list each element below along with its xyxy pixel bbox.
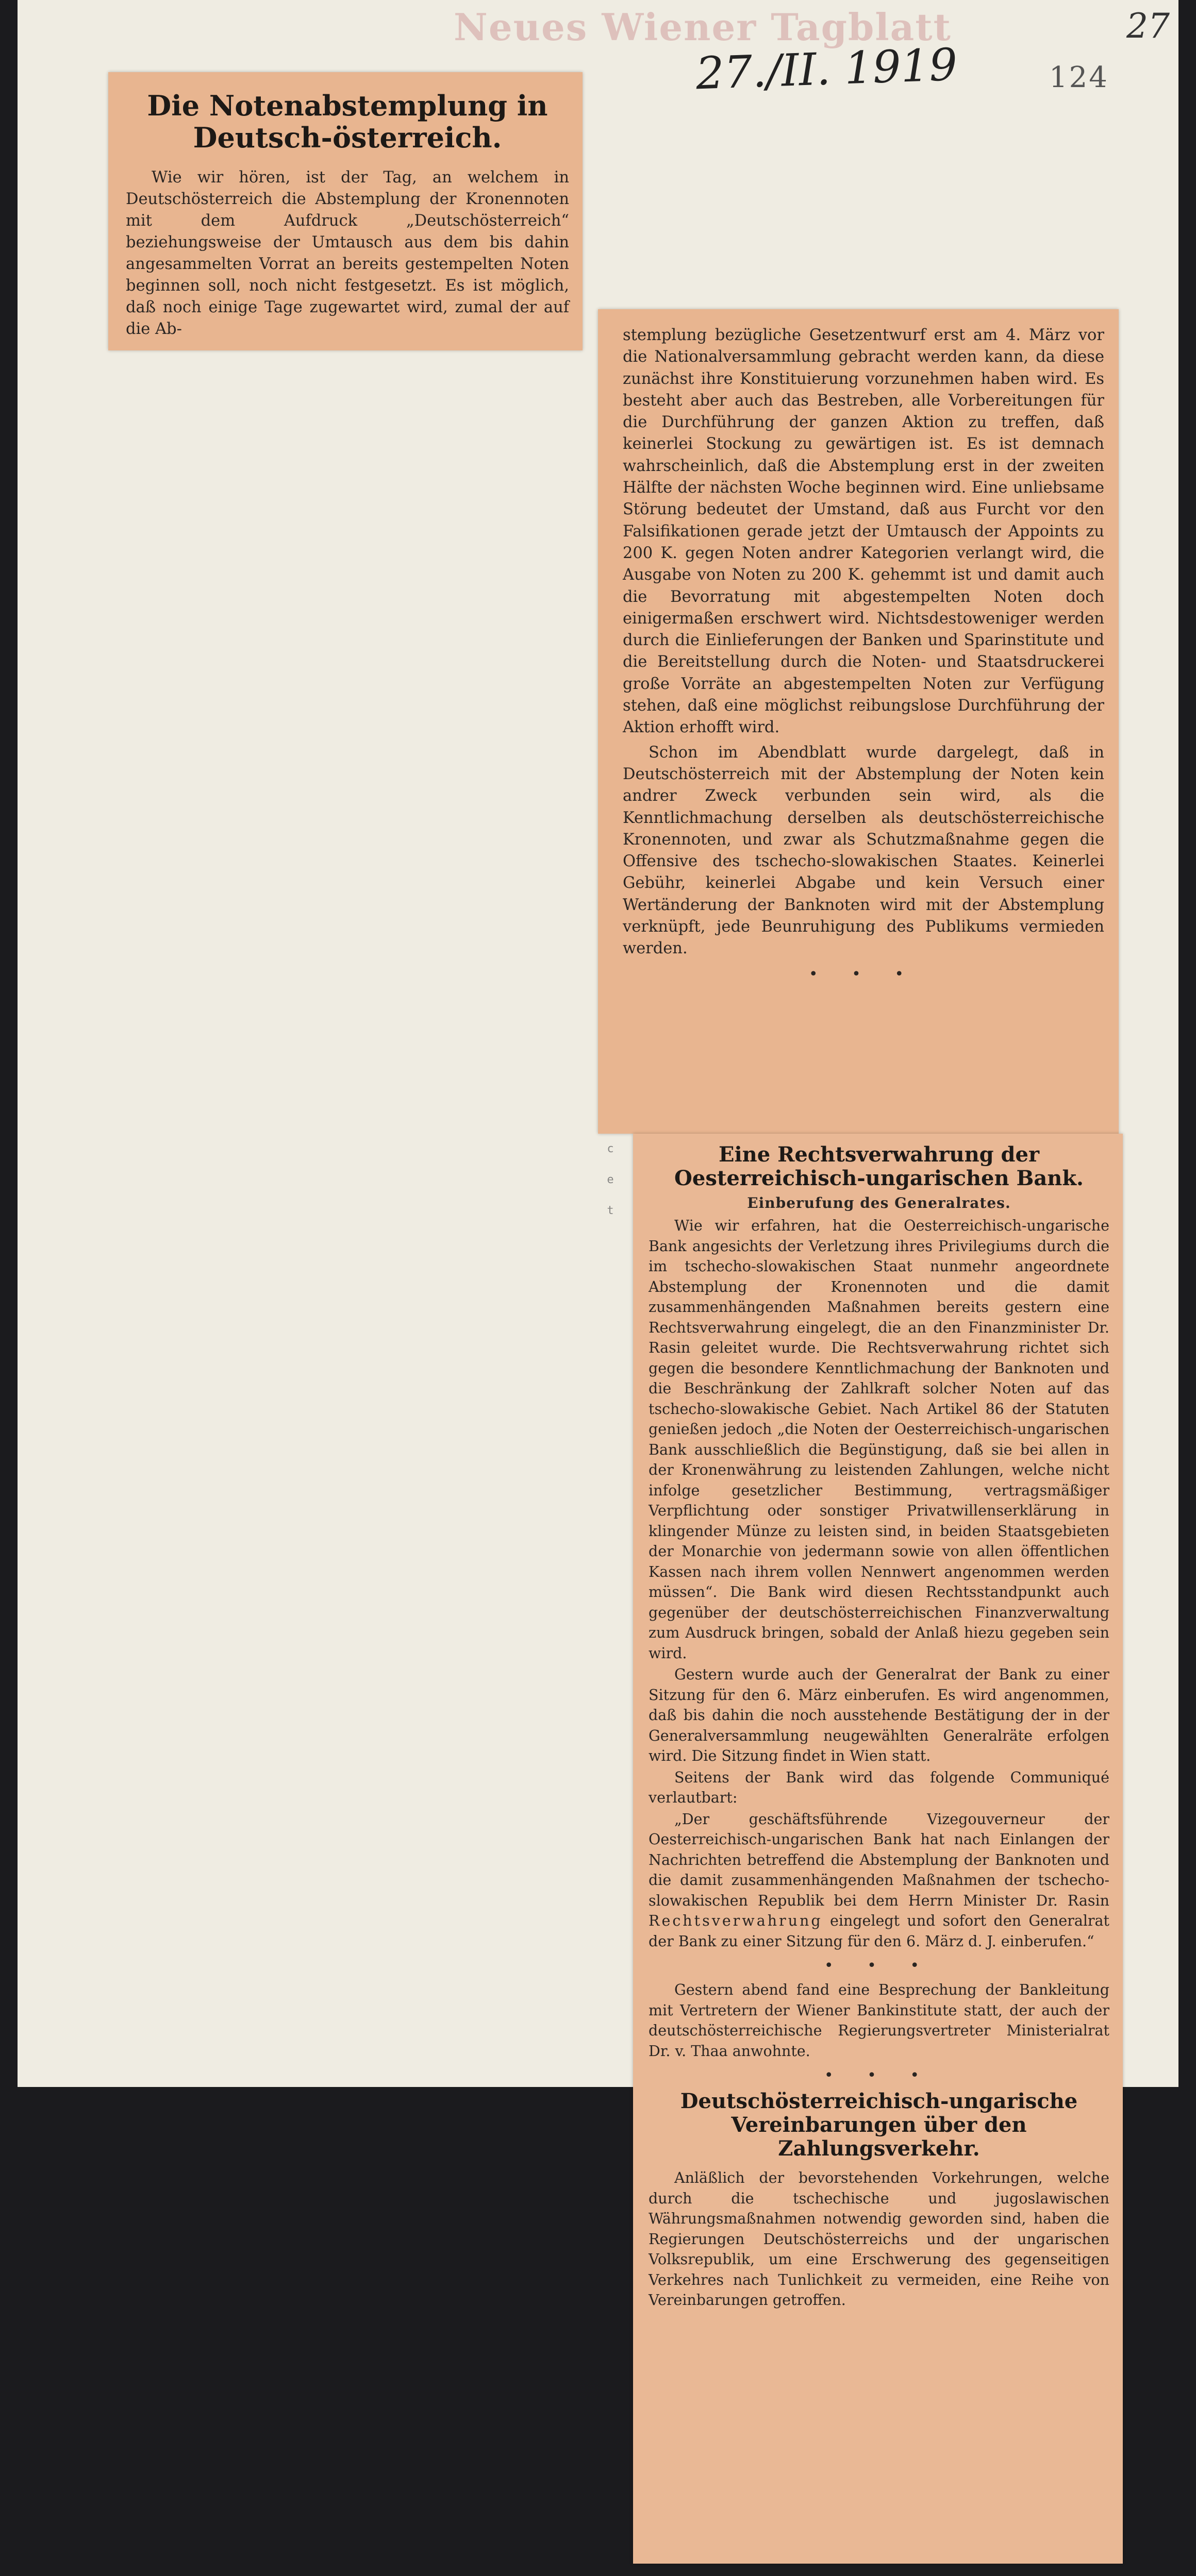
article-1-continued-para-1: stemplung bezügliche Gesetzentwurf erst am 4. März vor die Nationalversammlung gebracht werden kann, da diese zunächst ihre Konstituierung vorzunehmen haben wird. Es besteht aber auch das Bestreben, alle Vorbereitungen für die Durchführung der ganzen Aktion zu treffen, daß keinerlei Stockung zu gewärtigen ist. Es ist demnach wahrscheinlich, daß die Abstemplung erst in der zweiten Hälfte der nächsten Woche beginnen wird. Eine unliebsame Störung bedeutet der Umstand, daß aus Furcht vor den Falsifikationen gerade jetzt der Umtausch der Appoints zu 200 K. gegen Noten andrer Kategorien verlangt wird, die Ausgabe von Noten zu 200 K. gehemmt ist und damit auch die Bevorratung mit abgestempelten Noten doch einigermaßen erschwert wird. Nichtsdestoweniger werden durch die Einlieferungen der Banken und Sparinstitute und die Bereitstellung durch die Noten- und Staatsdruckerei große Vorräte an abgestempelten Noten zur Verfügung stehen, daß eine möglichst reibungslose Durchführung der Aktion erhofft wird.	[623, 326, 1104, 737]
quote-spaced-word: Rechtsverwahrung	[649, 1912, 823, 1929]
article-2-para-4: Gestern abend fand eine Besprechung der Bankleitung mit Vertretern der Wiener Bankinstitute statt, der auch der deutschösterreichische Regierungsvertreter Ministerialrat Dr. v. Thaa anwohnte.	[649, 1981, 1109, 2060]
article-3-body: Anläßlich der bevorstehenden Vorkehrungen, welche durch die tschechische und jugoslawischen Währungsmaßnahmen notwendig geworden sind, haben die Regierungen Deutschösterreichs und der ungarischen Volksrepublik, um eine Erschwerung des gegenseitigen Verkehres nach Tunlichkeit zu vermeiden, eine Reihe von Vereinbarungen getroffen.	[649, 2169, 1109, 2309]
article-1-headline: Die Notenabstemplung in Deutsch-österreich.	[147, 89, 548, 155]
handwritten-date: 27./II. 1919	[695, 39, 958, 100]
article-2-para-1: Wie wir erfahren, hat die Oesterreichisch-ungarische Bank angesichts der Verletzung ihres Privilegiums durch die im tschecho-slowakischen Staat nunmehr angeordnete Abstemplung der Kronennoten und die damit zusammenhängenden Maßnahmen bereits gestern eine Rechtsverwahrung eingelegt, die an den Finanzminister Dr. Rasin geleitet wurde. Die Rechtsverwahrung richtet sich gegen die besondere Kenntlichmachung der Banknoten und die Beschränkung der Zahlkraft solcher Noten auf das tschecho-slowakische Gebiet. Nach Artikel 86 der Statuten genießen jedoch „die Noten der Oesterreichisch-ungarischen Bank ausschließlich die Begünstigung, daß sie bei allen in der Kronenwährung zu leistenden Zahlungen, welche nicht infolge gesetzlicher Bestimmung, vertragsmäßiger Verpflichtung oder sonstiger Privatwillenserklärung in klingender Münze zu leisten sind, in beiden Staatsgebieten der Monarchie von jedermann sowie von allen öffentlichen Kassen nach ihrem vollen Nennwert angenommen werden müssen“. Die Bank wird diesen Rechtsstandpunkt auch gegenüber der deutschösterreichischen Finanzverwaltung zum Ausdruck bringen, sobald der Anlaß hiezu gegeben sein wird.	[649, 1217, 1109, 1662]
clipping-article-1	[108, 72, 583, 350]
section-separator-3: • • •	[824, 2066, 934, 2084]
quote-part-a: „Der geschäftsführende Vizegouverneur der Oesterreichisch-ungarischen Bank hat nach Einlangen der Nachrichten betreffend die Abstemplung der Banknoten und die damit zusammenhängenden Maßnahmen der tschecho-slowakischen Republik bei dem Herrn Minister Dr. Rasin	[649, 1810, 1109, 1909]
handwritten-folio-number: 27	[1126, 6, 1170, 46]
section-separator: • • •	[808, 965, 919, 983]
article-1-continued-para-2: Schon im Abendblatt wurde dargelegt, daß in Deutschösterreich mit der Abstemplung der Noten kein andrer Zweck verbunden sein wird, als die Kenntlichmachung derselben als deutschösterreichische Kronennoten, und zwar als Schutzmaßnahme gegen die Offensive des tschecho-slowakischen Staates. Keinerlei Gebühr, keinerlei Abgabe und kein Versuch einer Wertänderung der Banknoten wird mit der Abstemplung verknüpft, jede Beunruhigung des Publikums vermieden werden.	[623, 743, 1104, 958]
newspaper-name-stamp: Neues Wiener Tagblatt	[454, 5, 952, 49]
article-2-subheadline: Einberufung des Generalrates.	[747, 1194, 1011, 1211]
article-2-quote	[649, 1809, 1109, 1952]
article-3-headline: Deutschösterreichisch-ungarische Vereinbarungen über den Zahlungsverkehr.	[680, 2089, 1078, 2161]
pencil-page-number: 124	[1049, 61, 1109, 94]
clipping-article-1-continued	[598, 309, 1119, 1134]
quote-part-b: eingelegt und sofort den Generalrat der Bank zu einer Sitzung für den 6. März d. J. einberufen.“	[649, 1912, 1109, 1950]
section-separator-2: • • •	[824, 1957, 934, 1975]
article-2-headline: Eine Rechtsverwahrung der Oesterreichisch-ungarischen Bank.	[674, 1142, 1084, 1190]
article-2-para-3: Seitens der Bank wird das folgende Communiqué verlautbart:	[649, 1769, 1109, 1806]
bleed-through-letters: c e t	[607, 1142, 614, 1217]
article-1-body: Wie wir hören, ist der Tag, an welchem in Deutschösterreich die Abstemplung der Kronennoten mit dem Aufdruck „Deutschösterreich“ beziehungsweise der Umtausch aus dem bis dahin angesammelten Vorrat an bereits gestempelten Noten beginnen soll, noch nicht festgesetzt. Es ist möglich, daß noch einige Tage zugewartet wird, zumal der auf die Ab-	[126, 169, 569, 339]
article-2-para-2: Gestern wurde auch der Generalrat der Bank zu einer Sitzung für den 6. März einberufen. Es wird angenommen, daß bis dahin die noch ausstehende Bestätigung der in der Generalversammlung neugewählten Generalräte erfolgen wird. Die Sitzung findet in Wien statt.	[649, 1666, 1109, 1764]
clipping-article-2-3	[633, 1134, 1123, 2564]
